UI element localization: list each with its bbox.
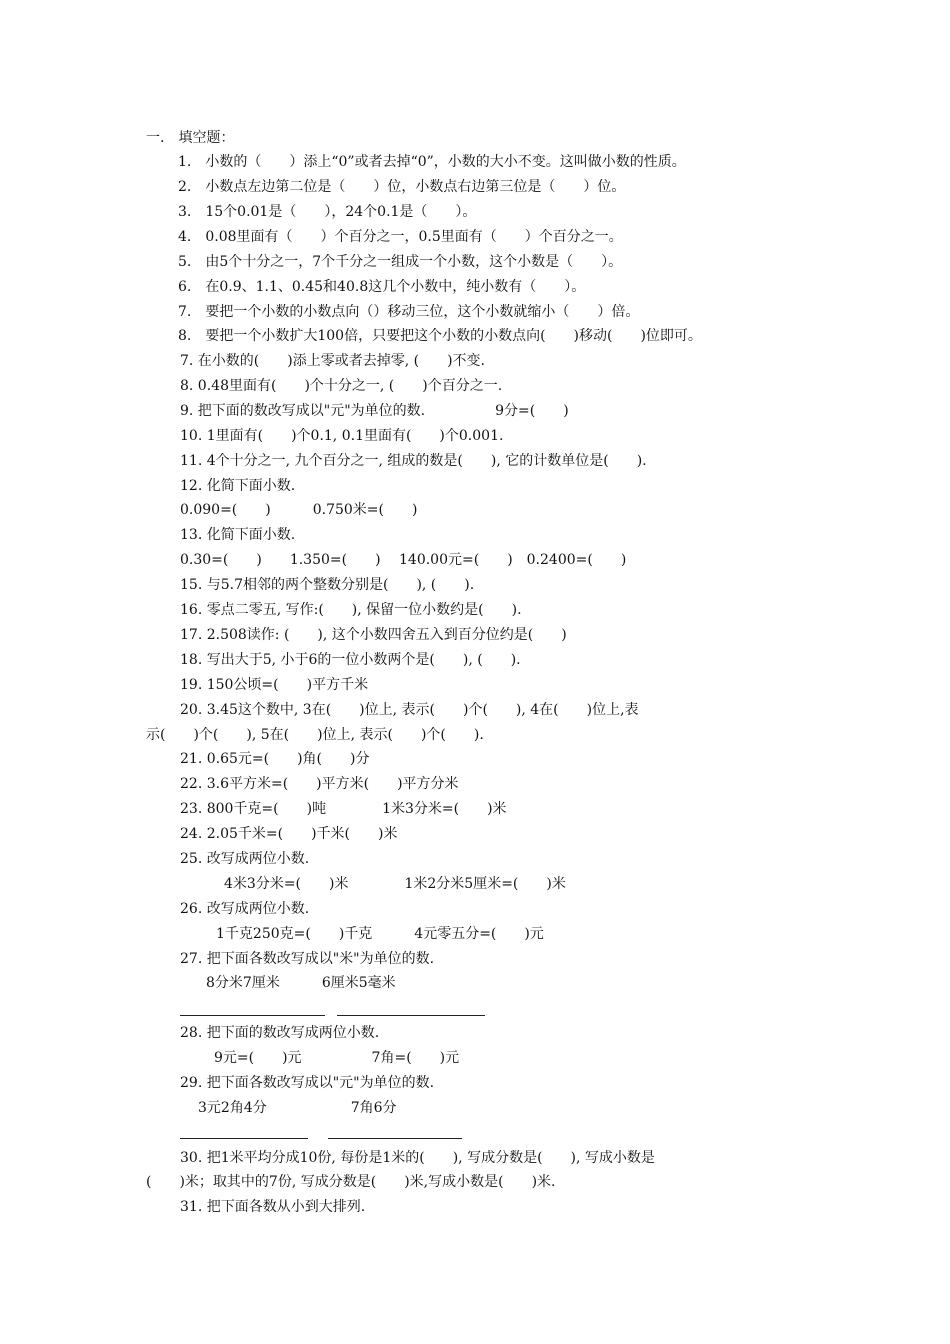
question-line: 15. 与5.7相邻的两个整数分别是( ), ( ). (180, 577, 475, 593)
question-line: 7. 要把一个小数的小数点向（）移动三位，这个小数就缩小（ ）倍。 (178, 304, 640, 320)
question-line: 1千克250克=( )千克 4元零五分=( )元 (216, 926, 544, 942)
question-line: 8分米7厘米 6厘米5毫米 (206, 975, 396, 991)
section-title: 一. 填空题： (146, 130, 235, 146)
question-line: 9. 把下面的数改写成以"元"为单位的数. 9分=( ) (180, 403, 569, 419)
question-line: 10. 1里面有( )个0.1, 0.1里面有( )个0.001. (180, 428, 504, 444)
question-line: 0.090=( ) 0.750米=( ) (180, 502, 418, 518)
question-line: 24. 2.05千米=( )千米( )米 (180, 826, 398, 842)
question-line: 26. 改写成两位小数. (180, 901, 310, 917)
question-line: 28. 把下面的数改写成两位小数. (180, 1025, 380, 1041)
question-line: 5. 由5个十分之一，7个千分之一组成一个小数，这个小数是（ ）。 (178, 254, 623, 270)
question-line: 示( )个( ), 5在( )位上, 表示( )个( ). (146, 727, 484, 743)
question-line: 8. 0.48里面有( )个十分之一, ( )个百分之一. (180, 378, 503, 394)
question-line: 19. 150公顷=( )平方千米 (180, 677, 369, 693)
question-line: 25. 改写成两位小数. (180, 851, 310, 867)
question-line: 6. 在0.9、1.1、0.45和40.8这几个小数中，纯小数有（ ）。 (178, 279, 586, 295)
question-line: 13. 化简下面小数. (180, 527, 296, 543)
question-line: 29. 把下面各数改写成以"元"为单位的数. (180, 1075, 435, 1091)
question-line: 17. 2.508读作: ( ), 这个小数四舍五入到百分位约是( ) (180, 627, 567, 643)
answer-line (337, 1015, 485, 1016)
question-line: 4米3分米=( )米 1米2分米5厘米=( )米 (224, 876, 566, 892)
question-line: 4. 0.08里面有（ ）个百分之一，0.5里面有（ ）个百分之一。 (178, 229, 623, 245)
question-line: 3元2角4分 7角6分 (198, 1100, 397, 1116)
question-line: 8. 要把一个小数扩大100倍，只要把这个小数的小数点向( )移动( )位即可。 (178, 328, 702, 344)
question-line: 2. 小数点左边第二位是（ ）位，小数点右边第三位是（ ）位。 (178, 179, 626, 195)
question-line: 18. 写出大于5, 小于6的一位小数两个是( ), ( ). (180, 652, 521, 668)
question-line: 1. 小数的（ ）添上“0”或者去掉“0”，小数的大小不变。这叫做小数的性质。 (178, 154, 686, 170)
question-line: 31. 把下面各数从小到大排列. (180, 1199, 366, 1215)
question-line: 0.30=( ) 1.350=( ) 140.00元=( ) 0.2400=( ) (180, 552, 627, 568)
question-line: 7. 在小数的( )添上零或者去掉零, ( )不变. (180, 353, 486, 369)
question-line: 23. 800千克=( )吨 1米3分米=( )米 (180, 801, 507, 817)
question-line: 12. 化简下面小数. (180, 478, 296, 494)
question-line: 9元=( )元 7角=( )元 (214, 1050, 460, 1066)
question-line: 3. 15个0.01是（ ），24个0.1是（ ）。 (178, 204, 477, 220)
question-line: 27. 把下面各数改写成以"米"为单位的数. (180, 951, 435, 967)
question-line: 11. 4个十分之一, 九个百分之一, 组成的数是( ), 它的计数单位是( ). (180, 453, 647, 469)
answer-line (180, 1138, 308, 1139)
question-line: 16. 零点二零五, 写作:( ), 保留一位小数约是( ). (180, 602, 522, 618)
answer-line (180, 1015, 325, 1016)
question-line: ( )米；取其中的7份, 写成分数是( )米,写成小数是( )米. (146, 1174, 556, 1190)
question-line: 30. 把1米平均分成10份, 每份是1米的( ), 写成分数是( ), 写成小数是 (180, 1150, 655, 1166)
answer-line (328, 1138, 462, 1139)
question-line: 22. 3.6平方米=( )平方米( )平方分米 (180, 776, 459, 792)
question-line: 20. 3.45这个数中, 3在( )位上, 表示( )个( ), 4在( )位上,表 (180, 702, 639, 718)
question-line: 21. 0.65元=( )角( )分 (180, 751, 370, 767)
